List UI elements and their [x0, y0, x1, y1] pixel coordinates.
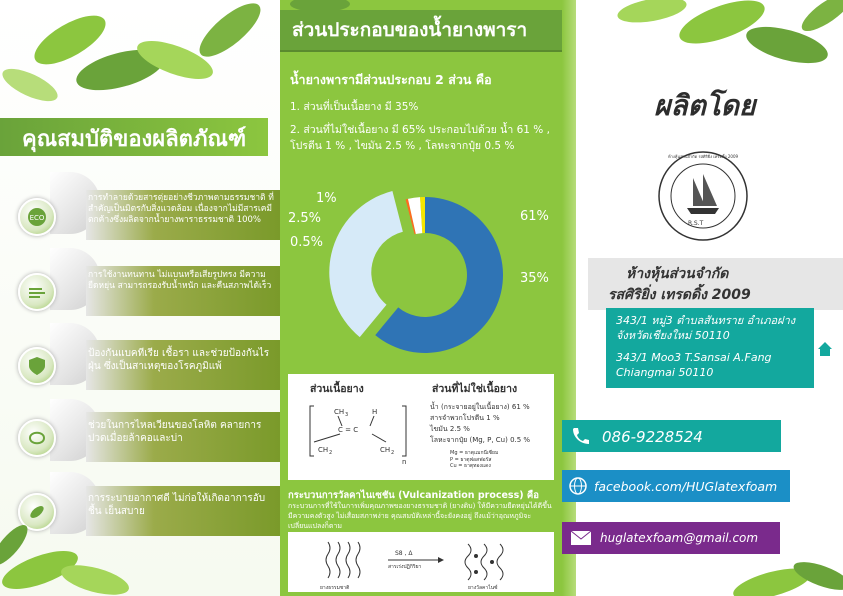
legend-line: Mg = ธาตุแมกนีเซียม	[450, 450, 499, 456]
circulation-icon	[18, 419, 56, 457]
pie-label-4: 1%	[316, 191, 337, 206]
diagram-arrow-bottom: สารเร่งปฏิกิริยา	[388, 564, 422, 570]
leaves-decoration	[562, 556, 843, 596]
pie-label-2: 0.5%	[290, 235, 324, 250]
seal-ring-text: ห้างหุ้นส่วนจำกัด รสศิริยิ่ง เทรดดิ้ง 2009	[667, 154, 739, 159]
legend-line: P = ธาตุฟอสฟอรัส	[450, 456, 492, 463]
shield-icon	[18, 347, 56, 385]
eco-badge-icon	[18, 198, 56, 236]
seal-initials: R.S.T	[688, 220, 704, 227]
property-text-1: การทำลายด้วยสารตุ่ยอย่างชีวภาพตามธรรมชาติ ที่สำคัญเป็นมิตรกับสิ่งแวดล้อม เนื่องจากไม่มีสารเคมีตกค้างซึ่งผลิตจากน้ำยางพาราธรรมชาติ 100%	[88, 193, 274, 225]
address-english: 343/1 Moo3 T.Sansai A.Fang Chiangmai 50110	[616, 351, 772, 379]
vulcanization-body: กระบวนการที่ใช้ในการเพิ่มคุณภาพของยางธรรมชาติ (ยางดิบ) ให้มีความยืดหยุ่นได้ดีขึ้น มีความคงตัวสูง ไม่เสื่อมสภาพง่าย คุณสมบัติเหล่านี้จะยังคงอยู่ ถึงแม้ว่าอุณหภูมิจะเปลี่ยนแปลงก็ตาม	[288, 502, 552, 530]
property-text-2: การใช้งานทนทาน ไม่แบนหรือเสียรูปทรง มีความยืดหยุ่น สามารถรองรับน้ำหนัก และคืนสภาพได้เร็ว	[88, 270, 272, 291]
facebook-link[interactable]: facebook.com/HUGlatexfoam	[594, 479, 778, 494]
formula-h: H	[372, 408, 378, 416]
properties-title: คุณสมบัติของผลิตภัณฑ์	[22, 127, 247, 152]
leaves-decoration	[562, 0, 843, 80]
formula-cc: C = C	[338, 426, 359, 434]
diagram-right-label: ยางวัลคาไนซ์	[468, 585, 498, 591]
company-name-line2: รสศิริยิ่ง เทรดดิ้ง 2009	[608, 287, 751, 303]
legend-line: Cu = ธาตุทองแดง	[450, 463, 491, 469]
rubber-column-title: ส่วนเนื้อยาง	[310, 383, 364, 395]
nonrubber-line: ไขมัน 2.5 %	[430, 425, 470, 433]
formula-sub3: 3	[345, 412, 349, 418]
email-link[interactable]: huglatexfoam@gmail.com	[600, 531, 759, 545]
formula-sub2b: 2	[391, 450, 395, 456]
produced-by-title: ผลิตโดย	[654, 89, 756, 122]
nonrubber-line: สารจำพวกโปรตีน 1 %	[430, 414, 500, 422]
pie-label-0: 61%	[520, 209, 549, 224]
leaves-decoration	[0, 520, 280, 596]
pie-label-3: 2.5%	[288, 211, 322, 226]
isoprene-formula	[294, 396, 424, 468]
nonrubber-column-title: ส่วนที่ไม่ใช่เนื้อยาง	[432, 383, 518, 395]
address-thai: 343/1 หมู่3 ตำบลสันทราย อำเภอฝาง จังหวัดเชียงใหม่ 50110	[616, 314, 796, 342]
panel-fold-edge	[562, 0, 576, 596]
element-legend	[450, 450, 498, 470]
composition-panel	[280, 0, 562, 596]
nonrubber-line: โลหะจากปุ๋ย (Mg, P, Cu) 0.5 %	[430, 436, 531, 444]
composition-heading: ส่วนประกอบของน้ำยางพารา	[292, 19, 528, 41]
formula-ch2a: CH	[318, 446, 329, 454]
properties-panel	[0, 0, 280, 596]
vulcanization-title: กระบวนการวัลคาไนเซชัน (Vulcanization process) คือ	[288, 490, 539, 501]
company-name-line1: ห้างหุ้นส่วนจำกัด	[626, 266, 729, 282]
phone-number[interactable]: 086-9228524	[602, 428, 703, 446]
property-text-5: การระบายอากาศดี ไม่ก่อให้เกิดอาการอับชื้น เย็นสบาย	[88, 493, 266, 517]
formula-ch2b: CH	[380, 446, 391, 454]
property-text-4: ช่วยในการไหลเวียนของโลหิต คลายการปวดเมื่อยล้าคอและบ่า	[88, 420, 262, 444]
pie-label-1: 35%	[520, 271, 549, 286]
globe-icon	[568, 476, 588, 496]
nonrubber-list	[430, 402, 530, 446]
nonrubber-line: น้ำ (กระจายอยู่ในเนื้อยาง) 61 %	[430, 403, 530, 411]
svg-text:ECO: ECO	[29, 214, 45, 222]
composition-point-2: 2. ส่วนที่ไม่ใช่เนื้อยาง มี 65% ประกอบไปด้วย น้ำ 61 % , โปรตีน 1 % , ไขมัน 2.5 % , โลหะจากปุ๋ย 0.5 %	[290, 124, 550, 152]
manufacturer-panel	[562, 0, 843, 596]
diagram-left-label: ยางธรรมชาติ	[320, 585, 350, 591]
composition-point-1: 1. ส่วนที่เป็นเนื้อยาง มี 35%	[290, 101, 419, 113]
phone-icon	[570, 426, 590, 446]
composition-intro: น้ำยางพารามีส่วนประกอบ 2 ส่วน คือ	[290, 72, 492, 87]
airflow-icon	[18, 273, 56, 311]
formula-n: n	[402, 458, 407, 466]
leaves-decoration	[0, 0, 280, 110]
diagram-arrow-top: S8 , Δ	[395, 550, 413, 557]
property-text-3: ป้องกันแบคทีเรีย เชื้อรา และช่วยป้องกันไรฝุ่น ซึ่งเป็นสาเหตุของโรคภูมิแพ้	[88, 348, 270, 372]
company-seal	[657, 150, 749, 242]
formula-sub2a: 2	[329, 450, 333, 456]
formula-ch3: CH	[334, 408, 345, 416]
email-icon	[570, 530, 592, 546]
home-icon	[816, 340, 834, 358]
composition-pie-chart	[280, 180, 562, 380]
vulcanization-diagram-art	[288, 532, 554, 592]
ship-icon	[687, 208, 719, 214]
